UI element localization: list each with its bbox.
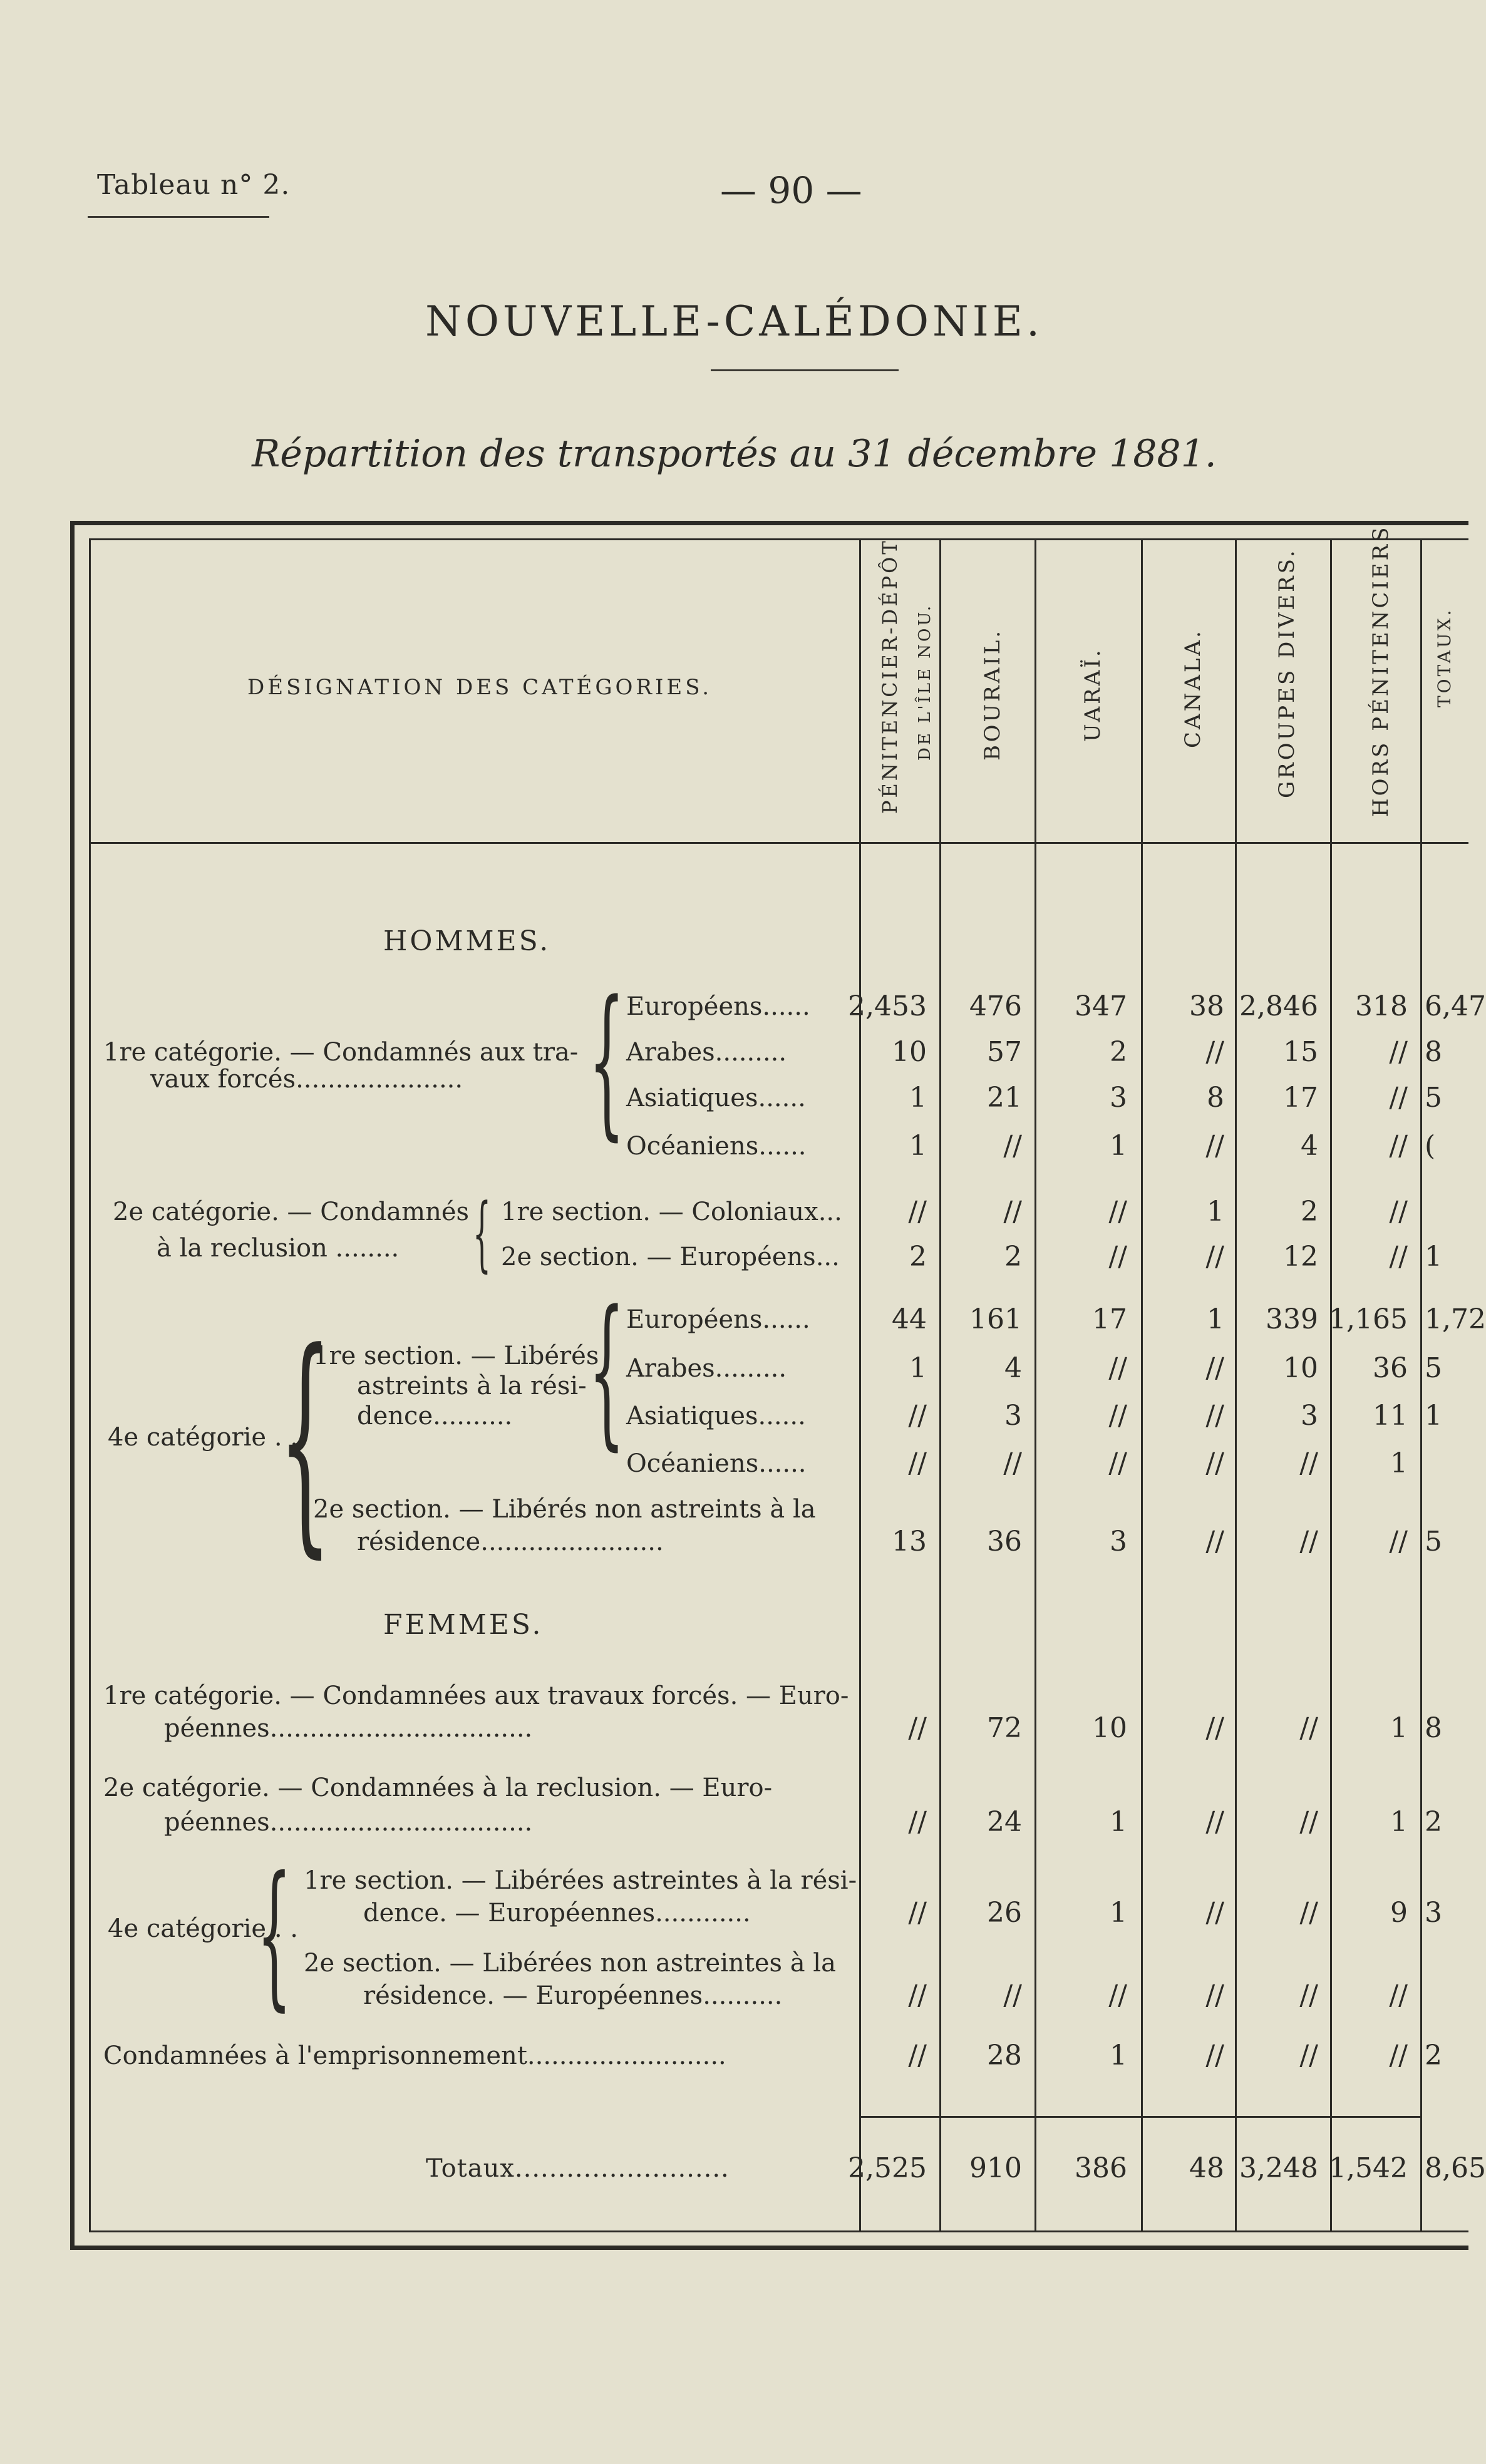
table-cell: 8	[1425, 1036, 1442, 1068]
table-cell: 5	[1425, 1082, 1442, 1114]
table-cell: //	[908, 1196, 927, 1228]
table-cell: //	[1205, 1712, 1224, 1744]
table-cell: //	[1108, 1447, 1127, 1479]
table-cell: 10	[1092, 1712, 1127, 1744]
table-cell: 36	[1373, 1352, 1408, 1384]
designation-header: DÉSIGNATION DES CATÉGORIES.	[247, 675, 713, 700]
table-cell: 36	[987, 1526, 1022, 1558]
table-cell: 15	[1283, 1036, 1318, 1068]
table-cell: //	[1108, 1196, 1127, 1228]
table-cell: //	[908, 1897, 927, 1929]
table-cell: //	[1389, 1082, 1408, 1114]
cat2-label: 2e catégorie. — Condamnés	[113, 1198, 470, 1226]
table-cell: //	[1299, 1979, 1318, 2011]
col-divider	[1420, 538, 1422, 2232]
cat4-s2-label-2: résidence.......................	[357, 1527, 664, 1556]
table-cell: 38	[1189, 990, 1224, 1022]
table-cell: 1	[1390, 1447, 1408, 1479]
table-cell: 12	[1283, 1241, 1318, 1273]
table-cell: 6,47	[1425, 990, 1486, 1022]
table-cell: //	[1389, 2040, 1408, 2071]
table-cell: 2	[1425, 2040, 1442, 2071]
cat1-label-2: vaux forcés.....................	[150, 1065, 463, 1094]
page-title: NOUVELLE-CALÉDONIE.	[425, 297, 1043, 346]
f-cat2-label-2: péennes.................................	[164, 1808, 533, 1837]
table-cell: //	[1205, 1447, 1224, 1479]
table-cell: 386	[1075, 2152, 1127, 2184]
table-cell: 3	[1425, 1897, 1442, 1929]
col-header-uarai: UARAÏ.	[1080, 647, 1105, 742]
table-cell: 2,525	[848, 2152, 927, 2184]
table-cell: 3	[1301, 1400, 1318, 1432]
table-cell: //	[908, 1806, 927, 1838]
row-label: Arabes.........	[626, 1354, 787, 1383]
table-cell: 1	[909, 1352, 927, 1384]
table-cell: 21	[987, 1082, 1022, 1114]
col-divider	[939, 538, 941, 2232]
table-cell: 1	[909, 1082, 927, 1114]
cat4-s1-label: 1re section. — Libérés	[313, 1342, 599, 1370]
table-cell: 4	[1004, 1352, 1022, 1384]
row-label: Océaniens......	[626, 1132, 807, 1161]
page-subtitle: Répartition des transportés au 31 décembre 1881.	[252, 432, 1217, 476]
table-cell: 1	[1425, 1241, 1442, 1273]
table-cell: 2	[1110, 1036, 1127, 1068]
row-label: 2e section. — Européens...	[501, 1243, 840, 1271]
table-cell: 1	[1110, 2040, 1127, 2071]
table-cell: //	[1205, 1806, 1224, 1838]
cat4-label: 4e catégorie . .	[108, 1423, 298, 1452]
row-label: Européens......	[626, 992, 810, 1021]
row-label: 1re section. — Coloniaux...	[501, 1198, 842, 1226]
table-cell: //	[1205, 1241, 1224, 1273]
col-header-groupes-divers: GROUPES DIVERS.	[1274, 548, 1299, 798]
table-cell: //	[1108, 1979, 1127, 2011]
table-cell: 48	[1189, 2152, 1224, 2184]
table-cell: 476	[969, 990, 1022, 1022]
table-cell: 1,72	[1425, 1303, 1486, 1335]
table-cell: 3	[1110, 1526, 1127, 1558]
row-label: Asiatiques......	[626, 1084, 806, 1112]
table-cell: 26	[987, 1897, 1022, 1929]
table-cell: //	[908, 1712, 927, 1744]
table-cell: //	[1299, 1806, 1318, 1838]
row-label: Asiatiques......	[626, 1402, 806, 1430]
table-cell: 910	[969, 2152, 1022, 2184]
col-divider	[1235, 538, 1237, 2232]
f-cat4-s1-label-2: dence. — Européennes............	[363, 1899, 751, 1928]
table-cell: //	[1003, 1130, 1022, 1162]
table-cell: //	[1205, 1400, 1224, 1432]
header-rule	[88, 216, 269, 218]
table-cell: //	[1108, 1400, 1127, 1432]
table-cell: //	[1108, 1241, 1127, 1273]
table-cell: //	[1389, 1526, 1408, 1558]
f-cat1-label-2: péennes.................................	[164, 1714, 533, 1743]
table-cell: //	[1389, 1036, 1408, 1068]
table-cell: //	[1389, 1979, 1408, 2011]
table-cell: //	[1299, 2040, 1318, 2071]
f-cat1-label: 1re catégorie. — Condamnées aux travaux forcés. — Euro-	[103, 1681, 849, 1710]
col-header-ile-nou: PÉNITENCIER-DÉPÔT	[878, 538, 902, 814]
table-cell: //	[1389, 1196, 1408, 1228]
col-header-hors-penitenciers: HORS PÉNITENCIERS.	[1368, 516, 1393, 817]
col-header-ile-nou-sub: DE L'ÎLE NOU.	[916, 603, 934, 761]
table-cell: //	[1003, 1196, 1022, 1228]
brace-icon: {	[589, 967, 625, 1156]
table-cell: (	[1425, 1130, 1436, 1162]
f-cat4-s2-label: 2e section. — Libérées non astreintes à la	[304, 1949, 836, 1978]
section-femmes: FEMMES.	[383, 1609, 544, 1641]
table-cell: 9	[1390, 1897, 1408, 1929]
table-cell: //	[908, 2040, 927, 2071]
table-cell: //	[908, 1979, 927, 2011]
table-cell: 347	[1075, 990, 1127, 1022]
table-cell: 8	[1425, 1712, 1442, 1744]
table-cell: //	[1205, 1897, 1224, 1929]
col-divider	[1330, 538, 1332, 2232]
table-cell: //	[1299, 1526, 1318, 1558]
table-cell: 28	[987, 2040, 1022, 2071]
table-cell: 44	[892, 1303, 927, 1335]
header-separator	[89, 842, 1468, 844]
totals-label: Totaux.........................	[426, 2154, 730, 2183]
table-cell: 2	[909, 1241, 927, 1273]
table-cell: 8,65	[1425, 2152, 1486, 2184]
brace-icon: {	[279, 1301, 332, 1578]
table-cell: 5	[1425, 1352, 1442, 1384]
brace-icon: {	[473, 1186, 491, 1281]
f-cat2-label: 2e catégorie. — Condamnées à la reclusion. — Euro-	[103, 1774, 773, 1802]
page-number: — 90 —	[720, 169, 862, 212]
table-cell: 13	[892, 1526, 927, 1558]
row-label: Arabes.........	[626, 1038, 787, 1067]
table-cell: 2	[1425, 1806, 1442, 1838]
table-cell: //	[1205, 1352, 1224, 1384]
table-cell: //	[1205, 1979, 1224, 2011]
cat2-label-2: à la reclusion ........	[157, 1234, 400, 1263]
table-cell: 10	[1283, 1352, 1318, 1384]
table-cell: 24	[987, 1806, 1022, 1838]
table-cell: //	[908, 1447, 927, 1479]
table-cell: 8	[1207, 1082, 1224, 1114]
table-cell: 4	[1301, 1130, 1318, 1162]
cat1-label: 1re catégorie. — Condamnés aux tra-	[103, 1038, 579, 1067]
table-cell: 11	[1373, 1400, 1408, 1432]
brace-icon: {	[257, 1843, 292, 2025]
table-cell: 2	[1004, 1241, 1022, 1273]
table-cell: //	[1003, 1979, 1022, 2011]
table-cell: //	[908, 1400, 927, 1432]
table-cell: 17	[1283, 1082, 1318, 1114]
table-cell: 5	[1425, 1526, 1442, 1558]
table-cell: //	[1205, 1036, 1224, 1068]
table-cell: 72	[987, 1712, 1022, 1744]
title-rule	[711, 369, 899, 371]
table-cell: 1,542	[1329, 2152, 1408, 2184]
table-cell: 3	[1110, 1082, 1127, 1114]
table-cell: 1	[1390, 1712, 1408, 1744]
table-cell: 1	[1110, 1130, 1127, 1162]
table-cell: //	[1003, 1447, 1022, 1479]
table-cell: 3,248	[1239, 2152, 1318, 2184]
f-empr-label: Condamnées à l'emprisonnement.........................	[103, 2041, 726, 2070]
table-cell: 2,453	[848, 990, 927, 1022]
table-cell: 1	[1425, 1400, 1442, 1432]
f-cat4-s2-label-2: résidence. — Européennes..........	[363, 1981, 783, 2010]
brace-icon: {	[589, 1276, 625, 1466]
table-cell: 1	[1390, 1806, 1408, 1838]
table-cell: //	[1299, 1712, 1318, 1744]
col-divider	[1141, 538, 1143, 2232]
table-cell: 161	[969, 1303, 1022, 1335]
table-cell: 17	[1092, 1303, 1127, 1335]
row-label: Européens......	[626, 1305, 810, 1334]
col-divider	[859, 538, 861, 2232]
table-cell: 57	[987, 1036, 1022, 1068]
table-cell: 2,846	[1239, 990, 1318, 1022]
col-header-totaux: TOTAUX.	[1434, 607, 1455, 707]
f-cat4-label: 4e catégorie . .	[108, 1914, 298, 1943]
table-cell: 1,165	[1329, 1303, 1408, 1335]
totals-rule	[859, 2116, 1420, 2118]
table-cell: 2	[1301, 1196, 1318, 1228]
table-cell: 10	[892, 1036, 927, 1068]
section-hommes: HOMMES.	[383, 925, 551, 957]
col-header-bourail: BOURAIL.	[980, 628, 1005, 761]
table-cell: 318	[1355, 990, 1408, 1022]
table-cell: 1	[1207, 1303, 1224, 1335]
col-header-canala: CANALA.	[1180, 629, 1205, 748]
col-divider	[1035, 538, 1036, 2232]
table-cell: //	[1205, 2040, 1224, 2071]
table-cell: //	[1108, 1352, 1127, 1384]
table-cell: 1	[1110, 1806, 1127, 1838]
table-cell: //	[1205, 1130, 1224, 1162]
table-cell: //	[1299, 1897, 1318, 1929]
table-cell: 3	[1004, 1400, 1022, 1432]
table-number: Tableau n° 2.	[97, 169, 291, 201]
row-label: Océaniens......	[626, 1449, 807, 1478]
table-cell: 1	[909, 1130, 927, 1162]
table-cell: 1	[1207, 1196, 1224, 1228]
f-cat4-s1-label: 1re section. — Libérées astreintes à la rési-	[304, 1866, 857, 1895]
table-cell: //	[1299, 1447, 1318, 1479]
table-cell: 1	[1110, 1897, 1127, 1929]
table-cell: //	[1389, 1130, 1408, 1162]
table-cell: //	[1205, 1526, 1224, 1558]
cat4-s1-label-2: astreints à la rési-	[357, 1372, 587, 1400]
table-cell: //	[1389, 1241, 1408, 1273]
cat4-s2-label: 2e section. — Libérés non astreints à la	[313, 1495, 816, 1524]
table-cell: 339	[1266, 1303, 1318, 1335]
cat4-s1-label-3: dence..........	[357, 1402, 513, 1430]
